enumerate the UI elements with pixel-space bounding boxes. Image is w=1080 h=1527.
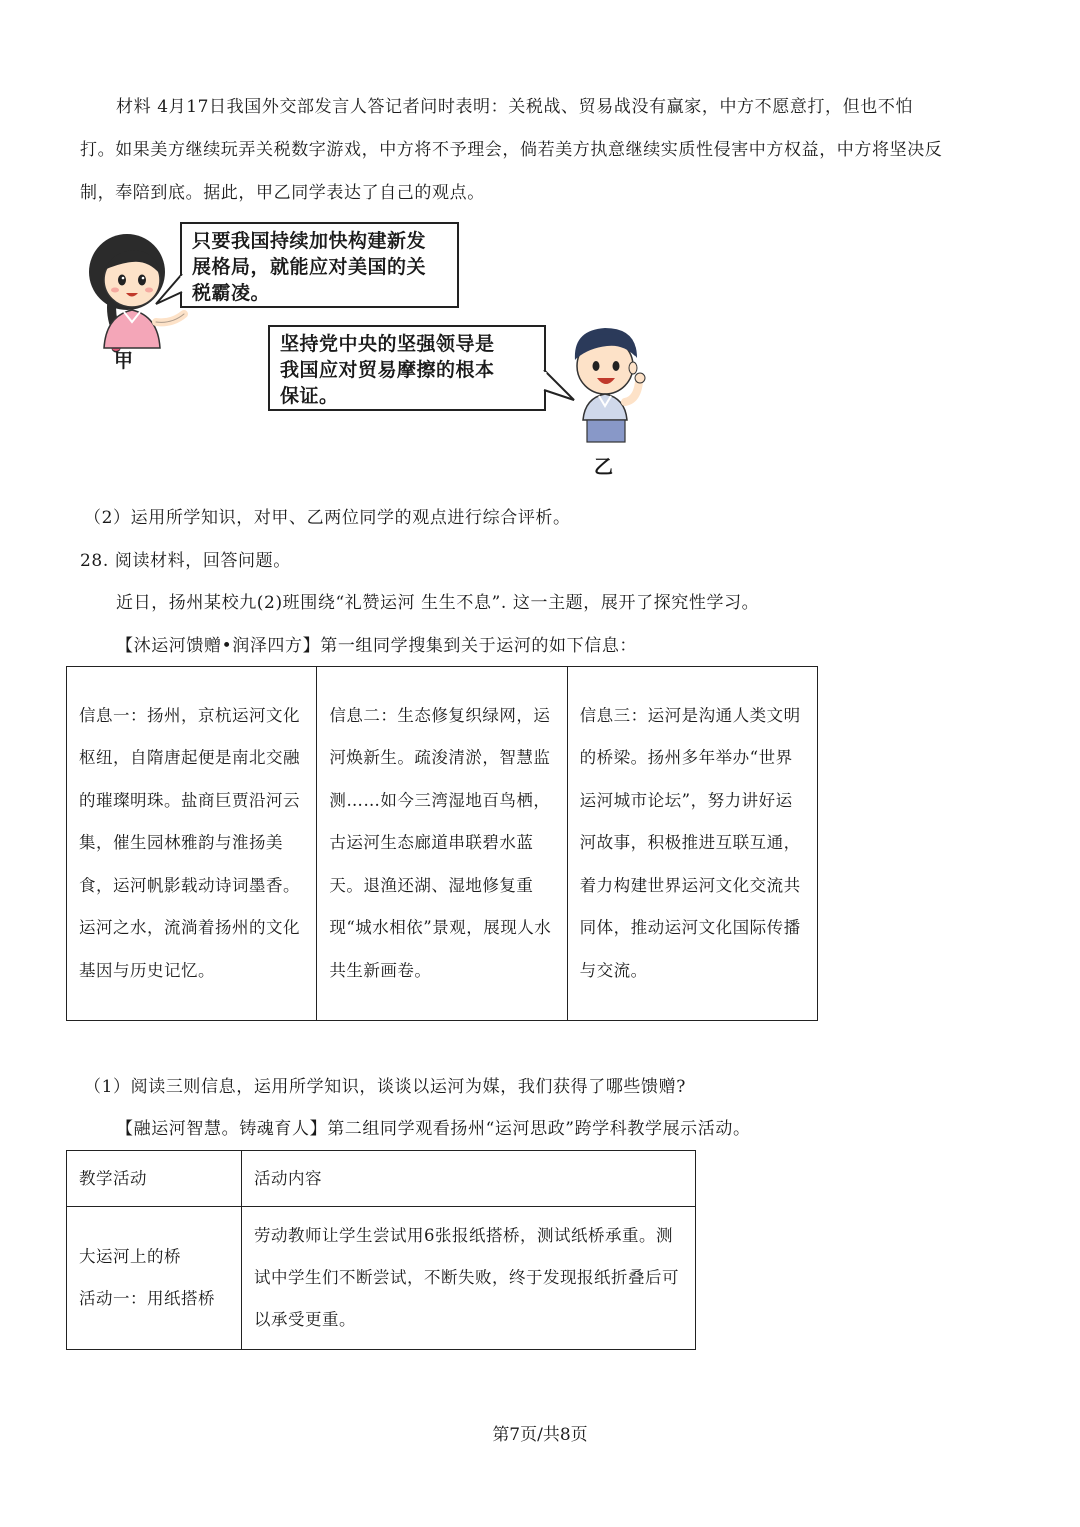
group2-intro: 【融运河智慧。铸魂育人】第二组同学观看扬州“运河思政”跨学科教学展示活动。	[116, 1119, 751, 1139]
question-28-1: （1）阅读三则信息，运用所学知识，谈谈以运河为媒，我们获得了哪些馈赠?	[84, 1077, 686, 1097]
bubble-yi-line-1: 坚持党中央的坚强领导是	[280, 333, 495, 355]
activity-content-cell: 劳动教师让学生尝试用6张报纸搭桥，测试纸桥承重。测试中学生们不断尝试，不断失败，终于发现报纸折叠后可以承受更重。	[242, 1207, 696, 1350]
info-table	[66, 666, 818, 1021]
bubble-yi-line-3: 保证。	[280, 385, 339, 407]
speaker-label-jia: 甲	[114, 350, 134, 372]
material-line-1: 材料 4月17日我国外交部发言人答记者问时表明：关税战、贸易战没有赢家，中方不愿意打，但也不怕	[116, 97, 914, 117]
bubble-jia-tail	[152, 270, 184, 310]
activity-header-2: 活动内容	[242, 1151, 696, 1207]
bubble-jia-line-3: 税霸凌。	[192, 282, 271, 304]
activity-name-line-2: 活动一：用纸搭桥	[79, 1289, 215, 1308]
speaker-label-yi: 乙	[594, 456, 614, 478]
group1-intro: 【沐运河馈赠•润泽四方】第一组同学搜集到关于运河的如下信息：	[116, 636, 638, 656]
bubble-yi-line-2: 我国应对贸易摩擦的根本	[280, 359, 495, 381]
info-cell-2: 信息二：生态修复织绿网，运河焕新生。疏浚清淤，智慧监测……如今三湾湿地百鸟栖，古运河生态廊道串联碧水蓝天。退渔还湖、湿地修复重现“城水相依”景观，展现人水共生新画卷。	[317, 667, 567, 1021]
activity-name-cell	[67, 1207, 242, 1350]
info-cell-3: 信息三：运河是沟通人类文明的桥梁。扬州多年举办“世界运河城市论坛”，努力讲好运河故事，积极推进互联互通，着力构建世界运河文化交流共同体，推动运河文化国际传播与交流。	[567, 667, 817, 1021]
bubble-jia-line-2: 展格局，就能应对美国的关	[192, 256, 427, 278]
q28-heading: 28. 阅读材料，回答问题。	[80, 551, 291, 571]
activity-header-1: 教学活动	[67, 1151, 242, 1207]
activity-table	[66, 1150, 696, 1350]
info-cell-1: 信息一：扬州，京杭运河文化枢纽，自隋唐起便是南北交融的璀璨明珠。盐商巨贾沿河云集，催生园林雅韵与淮扬美食，运河帆影载动诗词墨香。运河之水，流淌着扬州的文化基因与历史记忆。	[67, 667, 317, 1021]
speech-bubble-jia	[180, 222, 459, 308]
activity-name-line-1: 大运河上的桥	[79, 1247, 181, 1266]
speech-bubble-yi	[268, 325, 546, 411]
material-line-3: 制，奉陪到底。据此，甲乙同学表达了自己的观点。	[80, 183, 485, 203]
material-line-2: 打。如果美方继续玩弄关税数字游戏，中方将不予理会，倘若美方执意继续实质性侵害中方权益，中方将坚决反	[80, 140, 943, 160]
question-27-2: （2）运用所学知识，对甲、乙两位同学的观点进行综合评析。	[84, 508, 571, 528]
boy-illustration	[565, 320, 655, 450]
bubble-jia-line-1: 只要我国持续加快构建新发	[192, 230, 427, 252]
page-footer: 第7页/共8页	[492, 1425, 588, 1445]
q28-intro: 近日，扬州某校九(2)班围绕“礼赞运河 生生不息”. 这一主题，展开了探究性学习。	[116, 593, 760, 613]
